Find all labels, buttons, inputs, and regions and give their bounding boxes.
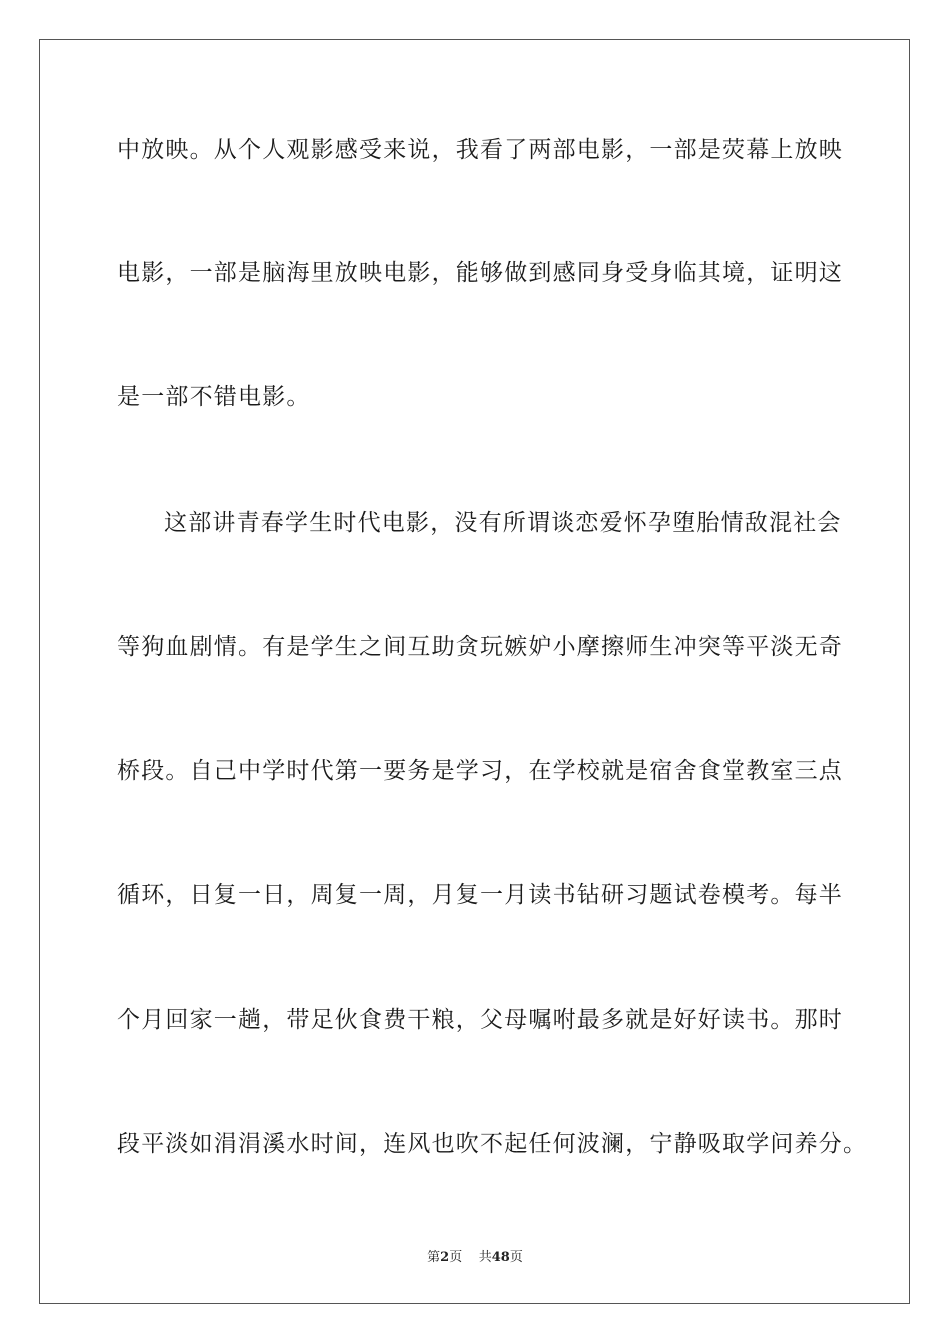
- text-line-7: 循环，日复一日，周复一周，月复一月读书钻研习题试卷模考。每半: [117, 882, 843, 908]
- total-prefix: 共: [478, 1250, 492, 1265]
- text-line-3: 是一部不错电影。: [117, 384, 311, 410]
- text-line-1: 中放映。从个人观影感受来说，我看了两部电影，一部是荧幕上放映: [117, 137, 843, 163]
- page-frame: [39, 39, 910, 1304]
- page-number: 2: [440, 1250, 450, 1265]
- text-line-9: 段平淡如涓涓溪水时间，连风也吹不起任何波澜，宁静吸取学问养分。: [117, 1131, 868, 1157]
- text-line-6: 桥段。自己中学时代第一要务是学习，在学校就是宿舍食堂教室三点: [117, 758, 843, 784]
- page-footer: [0, 1246, 950, 1265]
- text-line-5: 等狗血剧情。有是学生之间互助贪玩嫉妒小摩擦师生冲突等平淡无奇: [117, 634, 843, 660]
- total-pages: 48: [491, 1250, 510, 1265]
- text-line-4: 这部讲青春学生时代电影，没有所谓谈恋爱怀孕堕胎情敌混社会: [164, 510, 842, 536]
- page-prefix: 第: [427, 1250, 441, 1265]
- text-line-8: 个月回家一趟，带足伙食费干粮，父母嘱咐最多就是好好读书。那时: [117, 1007, 843, 1033]
- total-suffix: 页: [509, 1250, 523, 1265]
- text-line-2: 电影，一部是脑海里放映电影，能够做到感同身受身临其境，证明这: [117, 260, 843, 286]
- page-suffix: 页: [449, 1250, 463, 1265]
